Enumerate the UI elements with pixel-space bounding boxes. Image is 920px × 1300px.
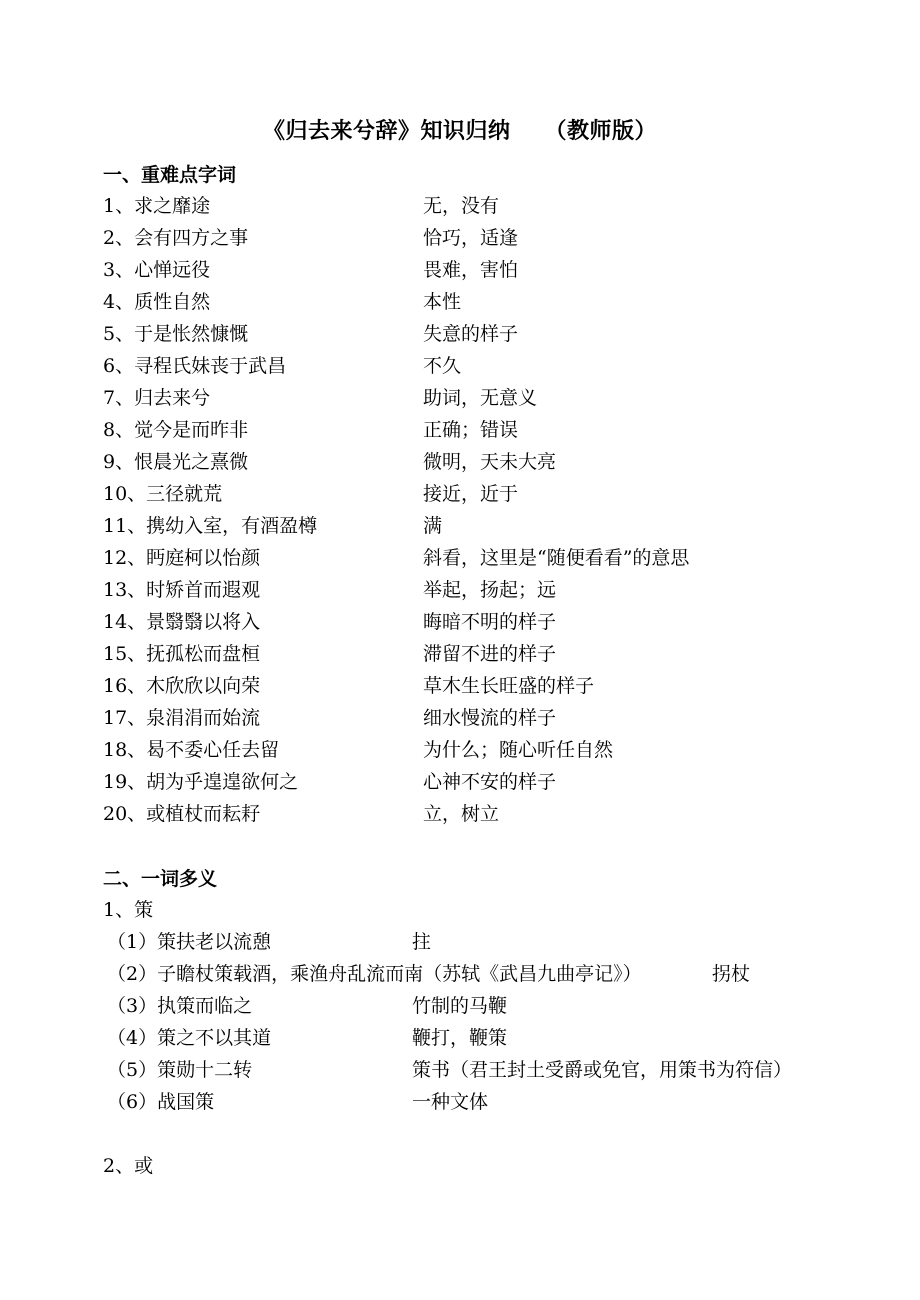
vocab-row (103, 640, 883, 672)
sense-row (107, 1056, 907, 1088)
vocab-row (103, 256, 883, 288)
section-heading-polysemy: 二、一词多义 (103, 868, 218, 890)
section-heading-key-words: 一、重难点字词 (103, 164, 237, 186)
sense-meaning: 拐杖 (712, 963, 751, 985)
vocab-meaning: 本性 (423, 291, 462, 313)
vocab-term: 6、寻程氏妹丧于武昌 (103, 355, 287, 377)
vocab-term: 18、曷不委心任去留 (103, 739, 280, 761)
sense-example: （5）策勋十二转 (107, 1059, 253, 1081)
title-version: （教师版） (544, 119, 658, 144)
vocab-row (103, 224, 883, 256)
vocab-term: 5、于是怅然慷慨 (103, 323, 249, 345)
vocab-term: 4、质性自然 (103, 291, 211, 313)
polysemy-word-label: 1、策 (103, 899, 154, 921)
sense-meaning: 拄 (412, 931, 432, 953)
vocab-row (103, 480, 883, 512)
polysemy-word-label: 2、或 (103, 1155, 154, 1177)
vocab-term: 16、木欣欣以向荣 (103, 675, 261, 697)
vocab-list (103, 192, 883, 832)
sense-row (107, 960, 907, 992)
sense-list (107, 928, 907, 1120)
vocab-term: 1、求之靡途 (103, 195, 211, 217)
vocab-meaning: 立，树立 (423, 803, 500, 825)
sense-meaning: 策书（君王封土受爵或免官，用策书为符信） (412, 1059, 793, 1081)
vocab-meaning: 助词，无意义 (423, 387, 538, 409)
vocab-meaning: 为什么；随心听任自然 (423, 739, 614, 761)
sense-example: （1）策扶老以流憩 (107, 931, 272, 953)
vocab-meaning: 斜看，这里是“随便看看”的意思 (423, 547, 690, 569)
sense-meaning: 鞭打，鞭策 (412, 1027, 508, 1049)
sense-row (107, 1024, 907, 1056)
vocab-row (103, 736, 883, 768)
sense-meaning: 竹制的马鞭 (412, 995, 508, 1017)
sense-example: （3）执策而临之 (107, 995, 253, 1017)
sense-row (107, 992, 907, 1024)
vocab-meaning: 失意的样子 (423, 323, 519, 345)
vocab-term: 13、时矫首而遐观 (103, 579, 261, 601)
vocab-row (103, 704, 883, 736)
vocab-meaning: 接近，近于 (423, 483, 519, 505)
vocab-term: 19、胡为乎遑遑欲何之 (103, 771, 299, 793)
vocab-term: 20、或植杖而耘耔 (103, 803, 261, 825)
vocab-meaning: 无，没有 (423, 195, 500, 217)
vocab-meaning: 草木生长旺盛的样子 (423, 675, 595, 697)
vocab-meaning: 细水慢流的样子 (423, 707, 557, 729)
vocab-term: 7、归去来兮 (103, 387, 211, 409)
vocab-term: 9、恨晨光之熹微 (103, 451, 249, 473)
vocab-meaning: 恰巧，适逢 (423, 227, 519, 249)
vocab-term: 17、泉涓涓而始流 (103, 707, 261, 729)
vocab-row (103, 576, 883, 608)
vocab-row (103, 608, 883, 640)
vocab-row (103, 384, 883, 416)
vocab-meaning: 举起，扬起；远 (423, 579, 557, 601)
vocab-row (103, 448, 883, 480)
vocab-term: 10、三径就荒 (103, 483, 223, 505)
vocab-row (103, 544, 883, 576)
vocab-term: 3、心惮远役 (103, 259, 211, 281)
vocab-row (103, 416, 883, 448)
sense-example: （4）策之不以其道 (107, 1027, 272, 1049)
vocab-row (103, 800, 883, 832)
vocab-meaning: 正确；错误 (423, 419, 519, 441)
vocab-row (103, 768, 883, 800)
sense-row (107, 928, 907, 960)
vocab-term: 8、觉今是而昨非 (103, 419, 249, 441)
vocab-term: 11、携幼入室，有酒盈樽 (103, 515, 318, 537)
vocab-row (103, 352, 883, 384)
sense-example: （6）战国策 (107, 1091, 215, 1113)
vocab-row (103, 672, 883, 704)
vocab-meaning: 不久 (423, 355, 462, 377)
vocab-term: 2、会有四方之事 (103, 227, 249, 249)
vocab-term: 14、景翳翳以将入 (103, 611, 261, 633)
vocab-meaning: 满 (423, 515, 443, 537)
vocab-row (103, 288, 883, 320)
vocab-meaning: 滞留不进的样子 (423, 643, 557, 665)
vocab-row (103, 512, 883, 544)
vocab-meaning: 微明，天未大亮 (423, 451, 557, 473)
vocab-meaning: 畏难，害怕 (423, 259, 519, 281)
sense-row (107, 1088, 907, 1120)
vocab-meaning: 心神不安的样子 (423, 771, 557, 793)
vocab-term: 15、抚孤松而盘桓 (103, 643, 261, 665)
vocab-row (103, 192, 883, 224)
title-main: 《归去来兮辞》知识归纳 (262, 119, 511, 144)
sense-example: （2）子瞻杖策载酒，乘渔舟乱流而南（苏轼《武昌九曲亭记》） (107, 963, 642, 985)
vocab-row (103, 320, 883, 352)
sense-meaning: 一种文体 (412, 1091, 489, 1113)
vocab-meaning: 晦暗不明的样子 (423, 611, 557, 633)
vocab-term: 12、眄庭柯以怡颜 (103, 547, 261, 569)
document-title (0, 114, 920, 145)
